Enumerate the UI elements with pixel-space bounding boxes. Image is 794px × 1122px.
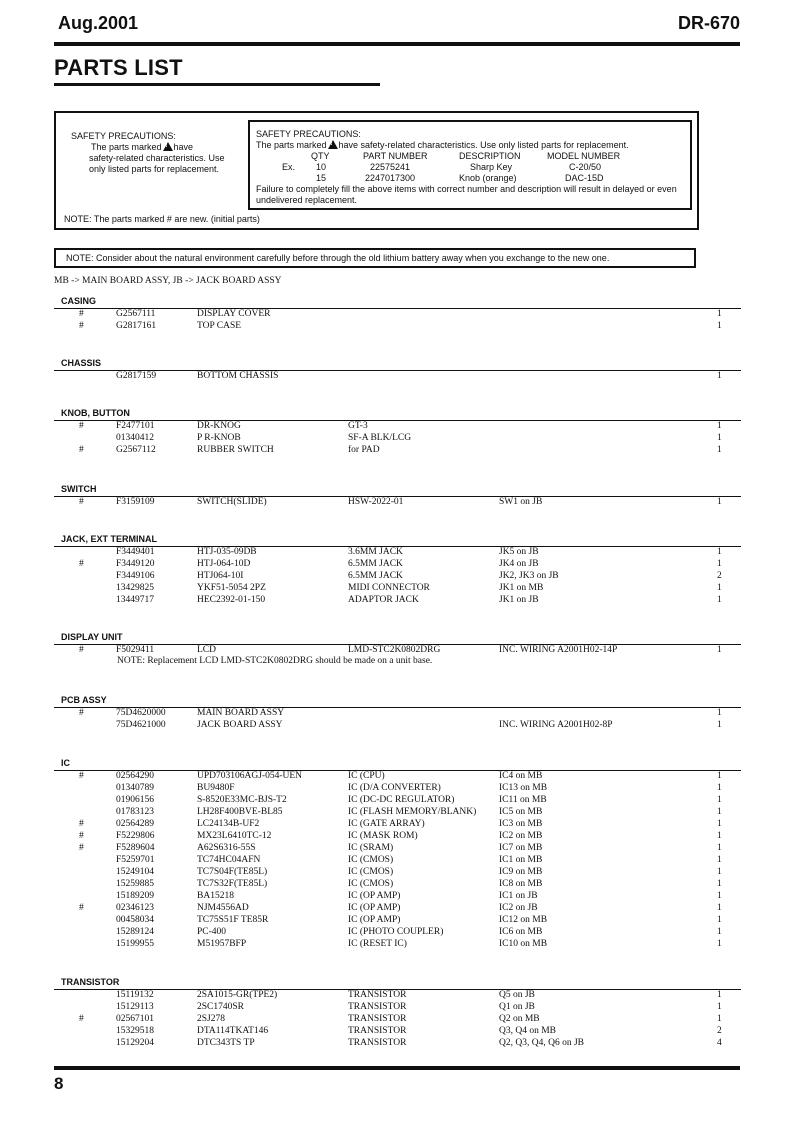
- location: INC. WIRING A2001H02-8P: [499, 720, 613, 730]
- new-mark: #: [79, 819, 84, 829]
- section-title: KNOB, BUTTON: [61, 408, 130, 418]
- description: DTC343TS TP: [197, 1038, 255, 1048]
- title-underline: [54, 83, 380, 86]
- page-title: PARTS LIST: [54, 55, 183, 80]
- new-mark: #: [79, 843, 84, 853]
- part-number: 13449717: [116, 595, 154, 605]
- table-row: [0, 320, 794, 332]
- part-number: 15259885: [116, 879, 154, 889]
- quantity: 1: [717, 559, 722, 569]
- part-number: 75D4620000: [116, 708, 166, 718]
- quantity: 1: [717, 595, 722, 605]
- location: IC2 on JB: [499, 903, 538, 913]
- table-row: [0, 496, 794, 508]
- quantity: 1: [717, 708, 722, 718]
- location: JK4 on JB: [499, 559, 539, 569]
- section-title: IC: [61, 758, 70, 768]
- quantity: 1: [717, 433, 722, 443]
- part-number: G2567111: [116, 309, 156, 319]
- quantity: 2: [717, 571, 722, 581]
- table-row: [0, 938, 794, 950]
- quantity: 1: [717, 497, 722, 507]
- location: IC4 on MB: [499, 771, 543, 781]
- description: RUBBER SWITCH: [197, 445, 274, 455]
- description: SWITCH(SLIDE): [197, 497, 267, 507]
- quantity: 4: [717, 1038, 722, 1048]
- part-number: 02564289: [116, 819, 154, 829]
- section-title: DISPLAY UNIT: [61, 632, 123, 642]
- description: LC24134B-UF2: [197, 819, 260, 829]
- type: TRANSISTOR: [348, 1014, 407, 1024]
- quantity: 1: [717, 547, 722, 557]
- location: JK5 on JB: [499, 547, 539, 557]
- table-row: [0, 806, 794, 818]
- quantity: 1: [717, 1014, 722, 1024]
- table-row: [0, 546, 794, 558]
- part-number: 01340789: [116, 783, 154, 793]
- location: JK1 on MB: [499, 583, 544, 593]
- quantity: 2: [717, 1026, 722, 1036]
- new-mark: #: [79, 559, 84, 569]
- table-row: [0, 866, 794, 878]
- type: SF-A BLK/LCG: [348, 433, 412, 443]
- type: IC (D/A CONVERTER): [348, 783, 441, 793]
- safety-example-row: 15 2247017300 Knob (orange) DAC-15D: [316, 173, 604, 183]
- footer-rule: [54, 1066, 740, 1070]
- safety-left-line2: safety-related characteristics. Use: [89, 153, 225, 163]
- quantity: 1: [717, 795, 722, 805]
- description: BA15218: [197, 891, 234, 901]
- description: 2SJ278: [197, 1014, 225, 1024]
- description: HTJ-064-10D: [197, 559, 251, 569]
- location: IC9 on MB: [499, 867, 543, 877]
- table-row: [0, 890, 794, 902]
- location: INC. WIRING A2001H02-14P: [499, 645, 618, 655]
- type: IC (OP AMP): [348, 915, 401, 925]
- type: IC (CPU): [348, 771, 385, 781]
- quantity: 1: [717, 867, 722, 877]
- new-mark: #: [79, 903, 84, 913]
- table-row: [0, 878, 794, 890]
- table-row: [0, 1001, 794, 1013]
- part-number: 15129204: [116, 1038, 154, 1048]
- part-number: G2817161: [116, 321, 157, 331]
- quantity: 1: [717, 855, 722, 865]
- quantity: 1: [717, 915, 722, 925]
- quantity: 1: [717, 321, 722, 331]
- part-number: 02564290: [116, 771, 154, 781]
- new-mark: #: [79, 497, 84, 507]
- header-date: Aug.2001: [58, 13, 139, 33]
- quantity: 1: [717, 371, 722, 381]
- col-description: DESCRIPTION: [459, 151, 521, 161]
- type: TRANSISTOR: [348, 1026, 407, 1036]
- location: SW1 on JB: [499, 497, 543, 507]
- part-number: 01783123: [116, 807, 154, 817]
- quantity: 1: [717, 990, 722, 1000]
- part-number: 75D4621000: [116, 720, 166, 730]
- type: IC (GATE ARRAY): [348, 819, 425, 829]
- table-row: [0, 719, 794, 731]
- section-title: CASING: [61, 296, 97, 306]
- table-row: [0, 308, 794, 320]
- quantity: 1: [717, 939, 722, 949]
- type: ADAPTOR JACK: [348, 595, 419, 605]
- part-number: 15119132: [116, 990, 154, 1000]
- table-row: [0, 444, 794, 456]
- part-number: G2817159: [116, 371, 157, 381]
- quantity: 1: [717, 879, 722, 889]
- type: IC (FLASH MEMORY/BLANK): [348, 807, 477, 817]
- part-number: 15289124: [116, 927, 154, 937]
- location: Q5 on JB: [499, 990, 535, 1000]
- quantity: 1: [717, 645, 722, 655]
- header-rule: [54, 42, 740, 46]
- part-number: 13429825: [116, 583, 154, 593]
- description: A62S6316-55S: [197, 843, 256, 853]
- description: HTJ064-10I: [197, 571, 244, 581]
- table-row: [0, 594, 794, 606]
- part-number: 15189209: [116, 891, 154, 901]
- table-row: [0, 707, 794, 719]
- location: IC8 on MB: [499, 879, 543, 889]
- location: IC6 on MB: [499, 927, 543, 937]
- part-number: 01906156: [116, 795, 154, 805]
- type: for PAD: [348, 445, 380, 455]
- quantity: 1: [717, 843, 722, 853]
- part-number: 02567101: [116, 1014, 154, 1024]
- part-number: F2477101: [116, 421, 155, 431]
- section-title: PCB ASSY: [61, 695, 107, 705]
- safety-left-line1-post: have: [173, 142, 194, 152]
- safety-left-line1-pre: The parts marked: [91, 142, 162, 152]
- safety-left: [71, 131, 236, 175]
- table-row: [0, 1013, 794, 1025]
- type: IC (OP AMP): [348, 891, 401, 901]
- description: YKF51-5054 2PZ: [197, 583, 266, 593]
- location: Q2, Q3, Q4, Q6 on JB: [499, 1038, 584, 1048]
- new-mark: #: [79, 1014, 84, 1024]
- quantity: 1: [717, 891, 722, 901]
- table-row: [0, 644, 794, 656]
- description: BU9480F: [197, 783, 235, 793]
- new-parts-note: NOTE: The parts marked # are new. (initial parts): [64, 214, 260, 224]
- type: IC (OP AMP): [348, 903, 401, 913]
- description: LCD: [197, 645, 216, 655]
- col-model-number: MODEL NUMBER: [547, 151, 621, 161]
- table-row: [0, 782, 794, 794]
- safety-right-heading: SAFETY PRECAUTIONS:: [256, 129, 361, 139]
- table-row: [0, 1025, 794, 1037]
- section-note: NOTE: Replacement LCD LMD-STC2K0802DRG should be made on a unit base.: [117, 656, 433, 666]
- table-row: [0, 1037, 794, 1049]
- table-row: [0, 854, 794, 866]
- quantity: 1: [717, 1002, 722, 1012]
- quantity: 1: [717, 807, 722, 817]
- type: IC (CMOS): [348, 879, 394, 889]
- part-number: F3449401: [116, 547, 155, 557]
- type: IC (PHOTO COUPLER): [348, 927, 444, 937]
- part-number: 01340412: [116, 433, 154, 443]
- warning-triangle-icon: [163, 142, 173, 151]
- safety-right-line1-post: have safety-related characteristics. Use only listed parts for replacement.: [338, 140, 629, 150]
- quantity: 1: [717, 720, 722, 730]
- description: UPD703106AGJ-054-UEN: [197, 771, 303, 781]
- type: IC (SRAM): [348, 843, 394, 853]
- description: TOP CASE: [197, 321, 242, 331]
- new-mark: #: [79, 708, 84, 718]
- header-model: DR-670: [677, 13, 740, 33]
- type: 6.5MM JACK: [348, 559, 403, 569]
- part-number: F3159109: [116, 497, 155, 507]
- table-row: [0, 902, 794, 914]
- col-part-number: PART NUMBER: [363, 151, 428, 161]
- location: JK1 on JB: [499, 595, 539, 605]
- part-number: 15199955: [116, 939, 154, 949]
- part-number: F3449120: [116, 559, 155, 569]
- location: IC12 on MB: [499, 915, 548, 925]
- table-row: [0, 818, 794, 830]
- part-number: 02346123: [116, 903, 154, 913]
- safety-box: [54, 111, 699, 230]
- quantity: 1: [717, 783, 722, 793]
- table-row: [0, 570, 794, 582]
- part-number: 15129113: [116, 1002, 154, 1012]
- type: 3.6MM JACK: [348, 547, 403, 557]
- quantity: 1: [717, 309, 722, 319]
- table-row: [0, 582, 794, 594]
- type: IC (RESET IC): [348, 939, 407, 949]
- quantity: 1: [717, 583, 722, 593]
- type: IC (DC-DC REGULATOR): [348, 795, 455, 805]
- type: TRANSISTOR: [348, 1038, 407, 1048]
- quantity: 1: [717, 927, 722, 937]
- ex-label: Ex.: [282, 162, 296, 172]
- section-title: TRANSISTOR: [61, 977, 120, 987]
- location: IC1 on JB: [499, 891, 538, 901]
- table-row: [0, 420, 794, 432]
- new-mark: #: [79, 309, 84, 319]
- description: DTA114TKAT146: [197, 1026, 269, 1036]
- description: TC75S51F TE85R: [197, 915, 269, 925]
- part-number: F5029411: [116, 645, 155, 655]
- location: IC10 on MB: [499, 939, 548, 949]
- description: PC-400: [197, 927, 227, 937]
- description: NJM4556AD: [197, 903, 249, 913]
- type: MIDI CONNECTOR: [348, 583, 430, 593]
- location: IC13 on MB: [499, 783, 548, 793]
- section-title: JACK, EXT TERMINAL: [61, 534, 158, 544]
- type: IC (CMOS): [348, 867, 394, 877]
- location: IC1 on MB: [499, 855, 543, 865]
- environment-note: NOTE: Consider about the natural environment carefully before through the old lithium battery away when you exchange to the new one.: [54, 248, 696, 268]
- location: IC7 on MB: [499, 843, 543, 853]
- table-row: [0, 770, 794, 782]
- description: 2SA1015-GR(TPE2): [197, 990, 278, 1000]
- description: 2SC1740SR: [197, 1002, 244, 1012]
- description: JACK BOARD ASSY: [197, 720, 283, 730]
- warning-triangle-icon: [328, 140, 338, 149]
- quantity: 1: [717, 421, 722, 431]
- description: DR-KNOG: [197, 421, 241, 431]
- safety-left-line3: only listed parts for replacement.: [89, 164, 220, 174]
- new-mark: #: [79, 771, 84, 781]
- new-mark: #: [79, 445, 84, 455]
- new-mark: #: [79, 645, 84, 655]
- part-number: F3449106: [116, 571, 155, 581]
- section-title: CHASSIS: [61, 358, 102, 368]
- new-mark: #: [79, 831, 84, 841]
- type: 6.5MM JACK: [348, 571, 403, 581]
- location: IC2 on MB: [499, 831, 543, 841]
- table-row: [0, 830, 794, 842]
- quantity: 1: [717, 445, 722, 455]
- table-row: [0, 558, 794, 570]
- table-row: [0, 989, 794, 1001]
- location: IC3 on MB: [499, 819, 543, 829]
- description: S-8520E33MC-BJS-T2: [197, 795, 287, 805]
- description: DISPLAY COVER: [197, 309, 271, 319]
- col-qty: QTY: [311, 151, 330, 161]
- description: TC7S04F(TE85L): [197, 867, 268, 877]
- part-number: G2567112: [116, 445, 156, 455]
- description: P R-KNOB: [197, 433, 241, 443]
- abbreviations: MB -> MAIN BOARD ASSY, JB -> JACK BOARD ASSY: [54, 276, 282, 286]
- quantity: 1: [717, 903, 722, 913]
- description: TC74HC04AFN: [197, 855, 261, 865]
- location: Q1 on JB: [499, 1002, 535, 1012]
- description: M51957BFP: [197, 939, 247, 949]
- type: TRANSISTOR: [348, 990, 407, 1000]
- location: IC11 on MB: [499, 795, 547, 805]
- type: IC (CMOS): [348, 855, 394, 865]
- safety-right-line1-pre: The parts marked: [256, 140, 327, 150]
- type: TRANSISTOR: [348, 1002, 407, 1012]
- description: HEC2392-01-150: [197, 595, 266, 605]
- description: TC7S32F(TE85L): [197, 879, 268, 889]
- page-number: 8: [54, 1074, 64, 1093]
- description: LH28F400BVE-BL85: [197, 807, 283, 817]
- location: JK2, JK3 on JB: [499, 571, 559, 581]
- part-number: F5289604: [116, 843, 155, 853]
- description: HTJ-035-09DB: [197, 547, 257, 557]
- type: HSW-2022-01: [348, 497, 404, 507]
- quantity: 1: [717, 819, 722, 829]
- part-number: 15329518: [116, 1026, 154, 1036]
- safety-left-heading: SAFETY PRECAUTIONS:: [71, 131, 176, 141]
- description: BOTTOM CHASSIS: [197, 371, 279, 381]
- safety-right: [248, 120, 692, 210]
- safety-failure-line1: Failure to completely fill the above items with correct number and description will result in delayed or even: [256, 184, 677, 194]
- new-mark: #: [79, 421, 84, 431]
- type: GT-3: [348, 421, 368, 431]
- location: Q2 on MB: [499, 1014, 540, 1024]
- part-number: F5259701: [116, 855, 155, 865]
- safety-columns: [256, 151, 690, 162]
- section-title: SWITCH: [61, 484, 97, 494]
- new-mark: #: [79, 321, 84, 331]
- safety-failure-line2: undelivered replacement.: [256, 195, 358, 205]
- table-row: [0, 794, 794, 806]
- type: IC (MASK ROM): [348, 831, 418, 841]
- part-number: F5229806: [116, 831, 155, 841]
- table-row: [0, 370, 794, 382]
- type: LMD-STC2K0802DRG: [348, 645, 441, 655]
- location: Q3, Q4 on MB: [499, 1026, 557, 1036]
- description: MX23L6410TC-12: [197, 831, 272, 841]
- table-row: [0, 914, 794, 926]
- quantity: 1: [717, 831, 722, 841]
- table-row: [0, 842, 794, 854]
- table-row: [0, 926, 794, 938]
- description: MAIN BOARD ASSY: [197, 708, 285, 718]
- location: IC5 on MB: [499, 807, 543, 817]
- quantity: 1: [717, 771, 722, 781]
- part-number: 00458034: [116, 915, 154, 925]
- table-row: [0, 432, 794, 444]
- safety-example-row: Ex. 10 22575241 Sharp Key C-20/50: [282, 162, 602, 172]
- part-number: 15249104: [116, 867, 154, 877]
